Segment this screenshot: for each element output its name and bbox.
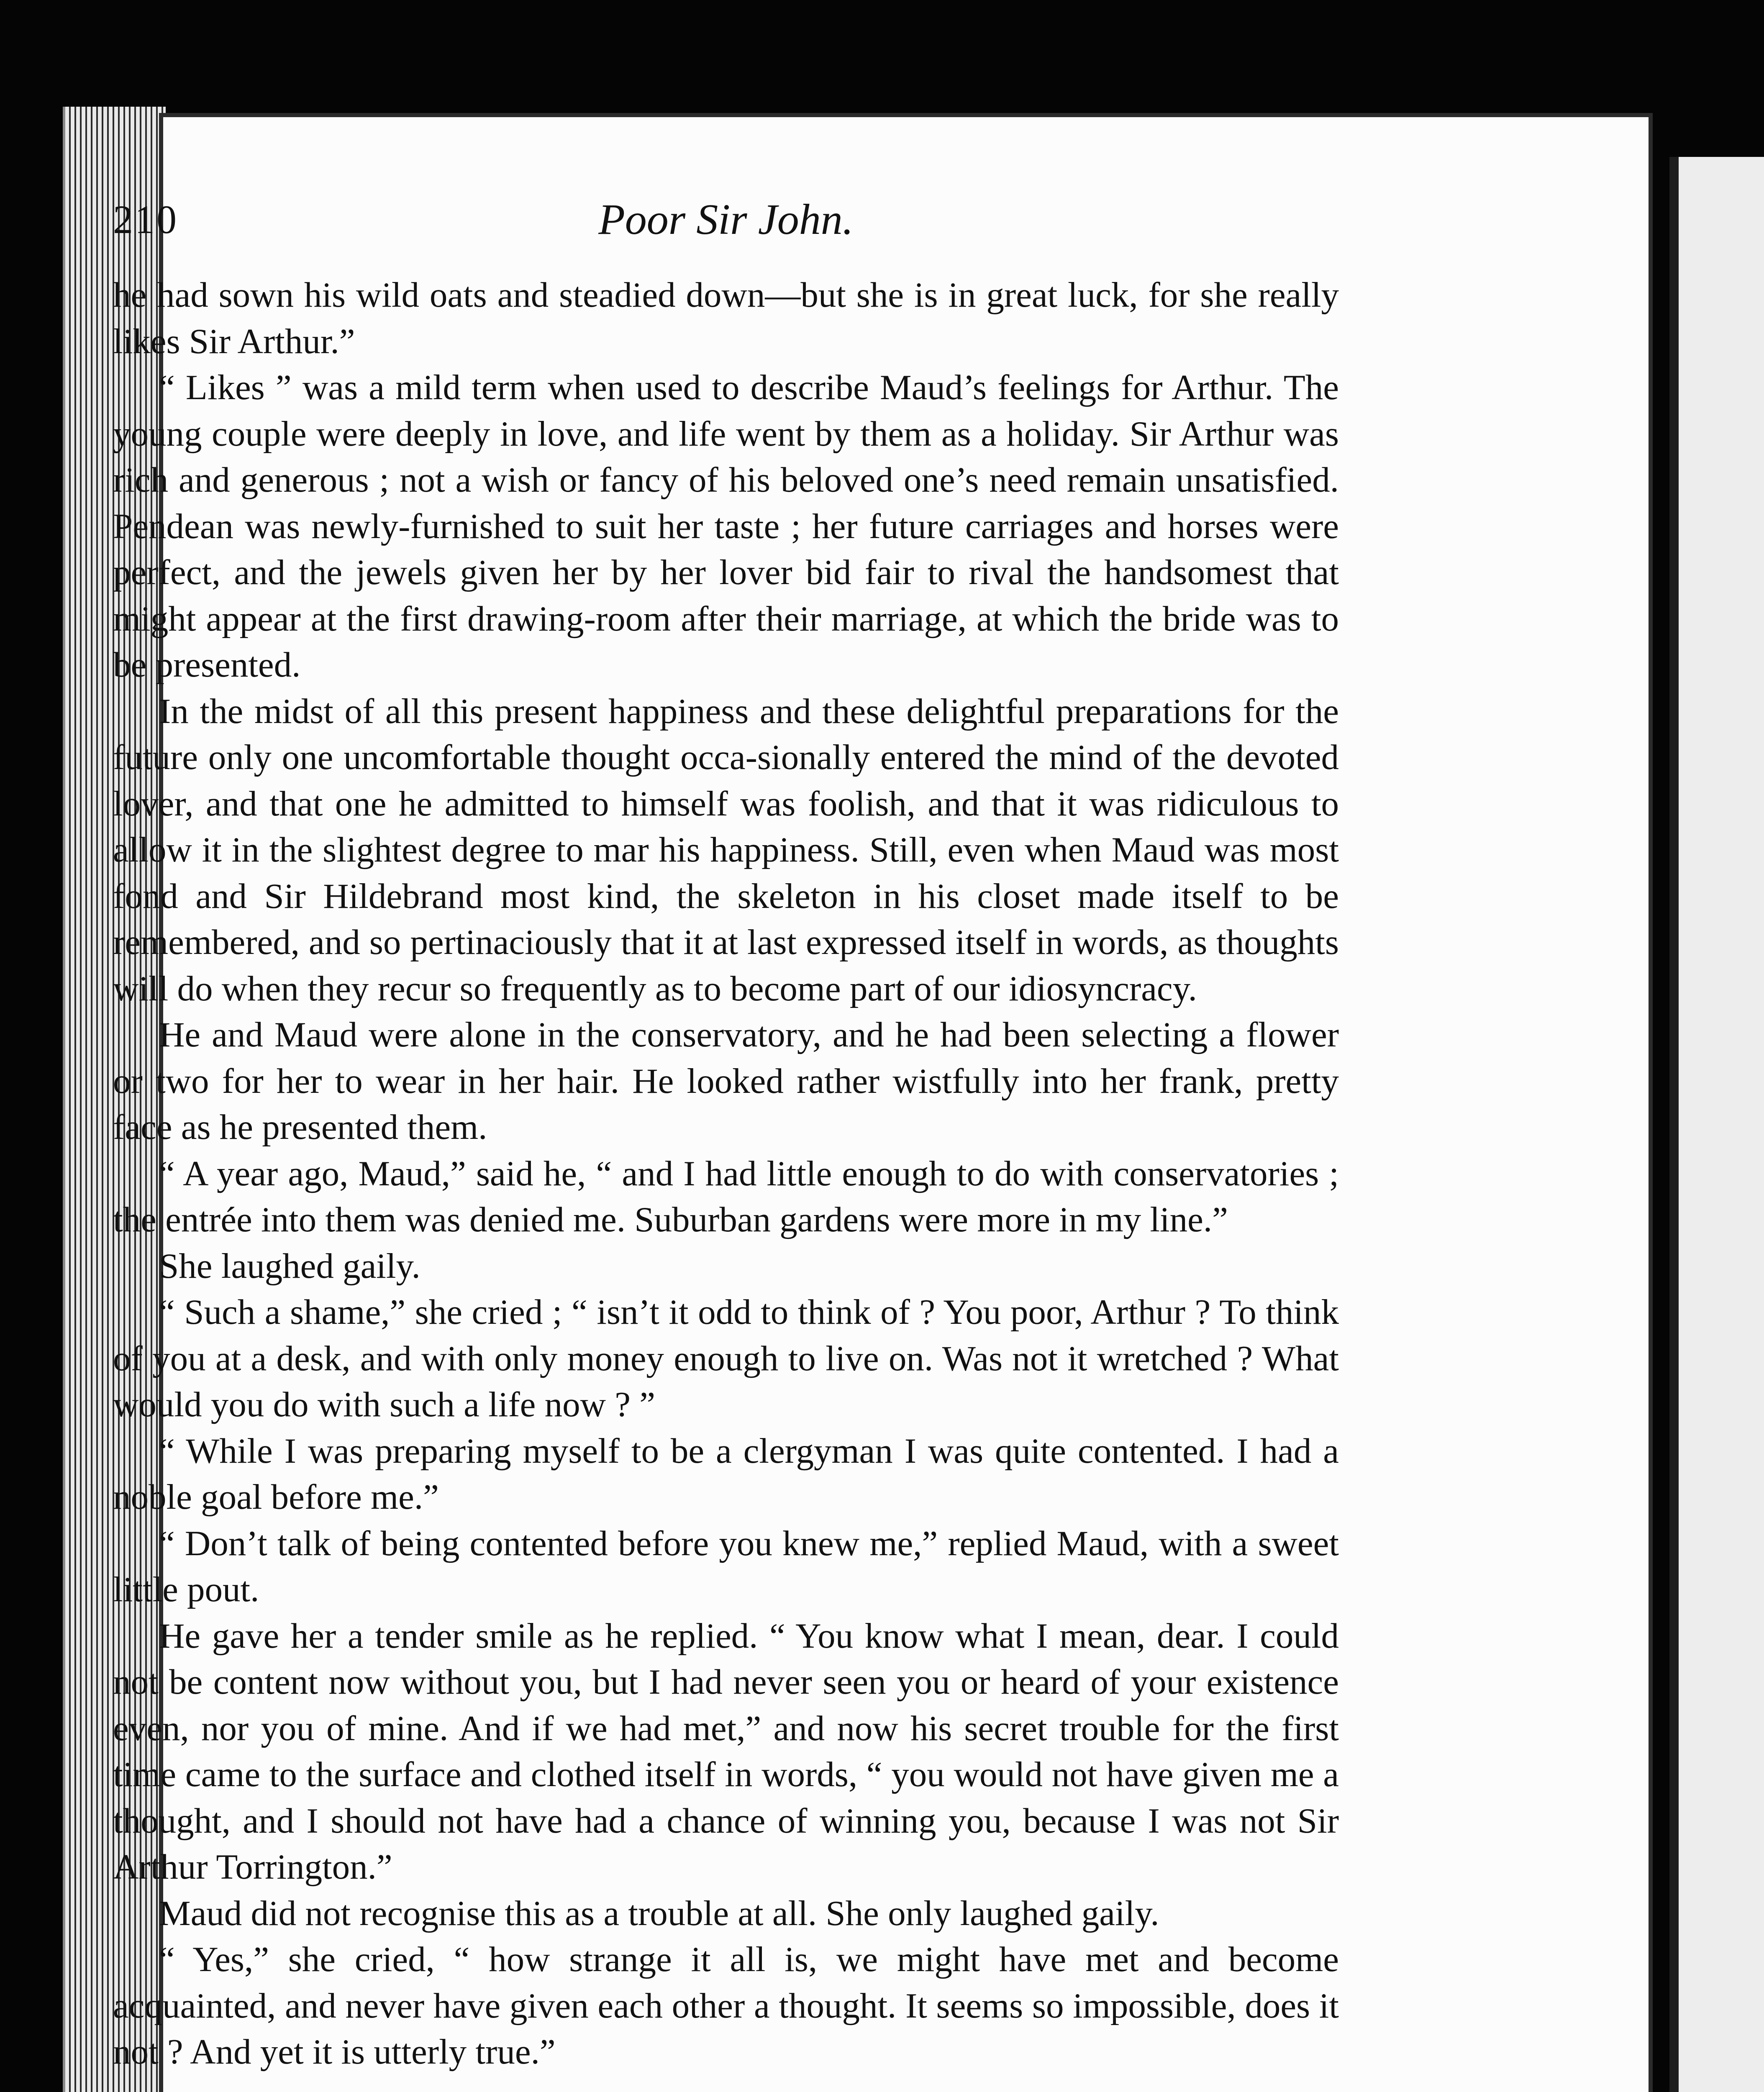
paragraph: He gave her a tender smile as he replied. “ You know what I mean, dear. I could not be content now without you, but I had never seen you or heard of your existence even, nor you of mine. And if we had met,” and now his secret trouble for the first time came to the surface and clothed itself in words, “ you would not have given me a thought, and I should not have had a chance of winning you, because I was not Sir Arthur Torrington.” xyxy=(113,1616,1339,1887)
paragraph: In the midst of all this present happiness and these delightful preparations for the future only one uncomfortable thought occa-sionally entered the mind of the devoted lover, and that one he admitted to himself was foolish, and that it was ridiculous to allow it in the slightest degree to mar his happiness. Still, even when Maud was most fond and Sir Hildebrand most kind, the skeleton in his closet made itself to be remembered, and so pertinaciously that it at last expressed itself in words, as thoughts will do when they recur so frequently as to become part of our idiosyncracy. xyxy=(113,691,1339,1008)
paragraph: “ While I was preparing myself to be a clergyman I was quite contented. I had a noble goal before me.” xyxy=(113,1431,1339,1517)
paragraph: “ Yes,” she cried, “ how strange it all is, we might have met and become acquainted, and never have given each other a thought. It seems so impossible, does it not ? And yet it is utterly true.” xyxy=(113,1940,1339,2071)
paragraph: “ A year ago, Maud,” said he, “ and I had little enough to do with conservatories ; the entrée into them was denied me. Suburban gardens were more in my line.” xyxy=(113,1154,1339,1239)
paragraph: He and Maud were alone in the conservatory, and he had been selecting a flower or two for her to wear in her hair. He looked rather wistfully into her frank, pretty face as he presented them. xyxy=(113,1015,1339,1147)
paragraph: he had sown his wild oats and steadied down—but she is in great luck, for she really likes Sir Arthur.” xyxy=(113,275,1339,361)
paragraph: She laughed gaily. xyxy=(159,1246,420,1286)
paragraph: “ Likes ” was a mild term when used to describe Maud’s feelings for Arthur. The young couple were deeply in love, and life went by them as a holiday. Sir Arthur was rich and generous ; not a wish or fancy of his beloved one’s need remain unsatisfied. Pendean was newly-furnished to suit her taste ; her future carriages and horses were perfect, and the jewels given her by her lover bid fair to rival the handsomest that might appear at the first drawing-room after their marriage, at which the bride was to be presented. xyxy=(113,368,1339,685)
paragraph: “ Don’t talk of being contented before you knew me,” replied Maud, with a sweet little pout. xyxy=(113,1523,1339,1609)
page-number: 210 xyxy=(113,197,178,242)
paragraph: “ Such a shame,” she cried ; “ isn’t it odd to think of ? You poor, Arthur ? To think of you at a desk, and with only money enough to live on. Was not it wretched ? What would you do with such a life now ? ” xyxy=(113,1292,1339,1424)
facing-page-edge xyxy=(1669,157,1764,2092)
page-body xyxy=(113,272,1339,2075)
running-head: Poor Sir John. xyxy=(598,195,854,244)
paragraph: Maud did not recognise this as a trouble at all. She only laughed gaily. xyxy=(159,1893,1159,1933)
page-header xyxy=(113,188,1339,251)
